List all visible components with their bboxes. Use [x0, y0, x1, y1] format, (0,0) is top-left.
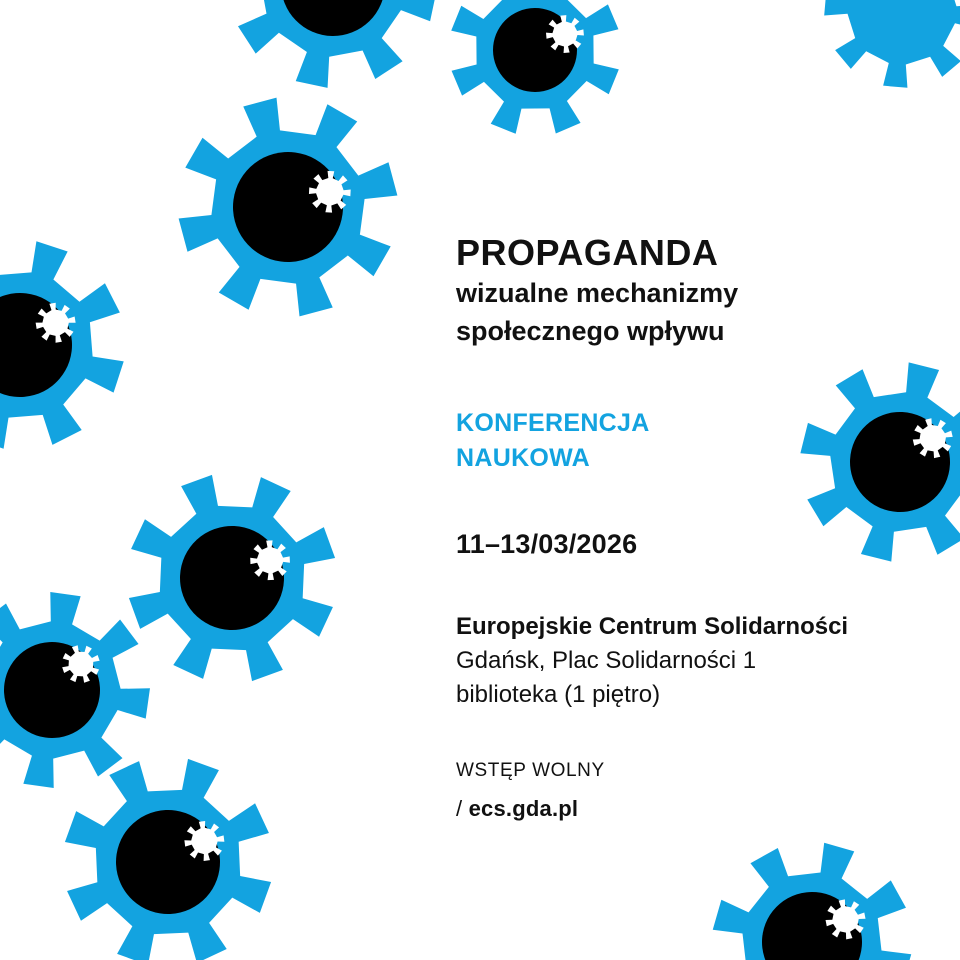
gear-icon [0, 581, 161, 800]
gear-icon [0, 214, 151, 475]
conference-line-2: NAUKOWA [456, 444, 591, 473]
venue-name: Europejskie Centrum Solidarności [456, 612, 849, 640]
gear-icon [819, 0, 960, 93]
gear-icon [211, 0, 455, 106]
website-url[interactable]: ecs.gda.pl [468, 795, 579, 821]
gear-icon [690, 820, 934, 960]
venue-address: Gdańsk, Plac Solidarności 1 [456, 646, 757, 674]
conference-label [456, 406, 916, 477]
subtitle-line-1: wizualne mechanizmy [456, 278, 739, 309]
slash-mark: / [456, 795, 463, 821]
venue-block [456, 610, 916, 712]
page-title: PROPAGANDA [456, 232, 719, 273]
gear-icon [35, 729, 301, 960]
gear-icon [140, 59, 437, 356]
gear-icon [94, 440, 370, 716]
subtitle-line-2: społecznego wpływu [456, 316, 725, 347]
poster-text-block [456, 232, 916, 822]
conference-line-1: KONFERENCJA [456, 408, 650, 437]
event-dates: 11–13/03/2026 [456, 528, 638, 559]
admission-note: WSTĘP WOLNY [456, 759, 605, 781]
website-link[interactable] [456, 796, 916, 822]
gear-icon [424, 0, 645, 161]
venue-room: biblioteka (1 piętro) [456, 680, 661, 708]
